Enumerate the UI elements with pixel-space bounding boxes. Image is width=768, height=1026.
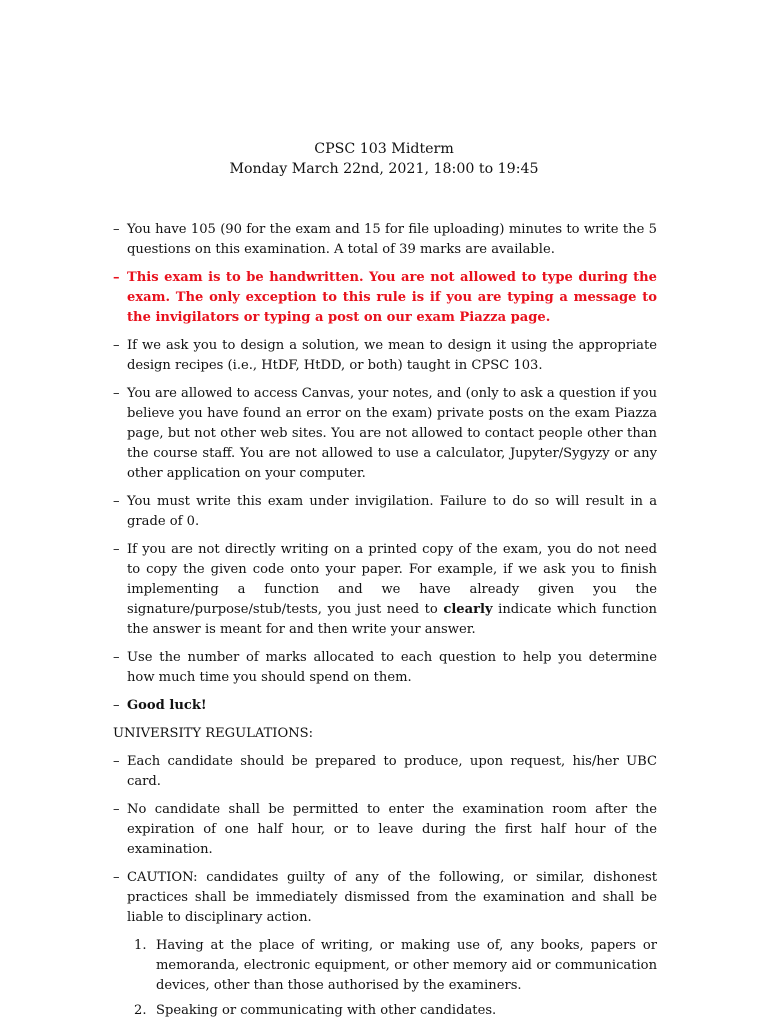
instruction-item [113,220,657,260]
bullet-dash: – [113,338,120,353]
instruction-item [113,336,657,376]
bullet-dash: – [113,222,120,237]
handwritten-warning [113,268,657,328]
bullet-dash: – [113,754,120,769]
regulation-item [113,868,657,928]
regulation-item [113,800,657,860]
bullet-dash: – [113,650,120,665]
regulation-item [113,752,657,792]
bullet-dash: – [113,870,120,885]
good-luck-text: Good luck! [127,698,207,713]
regulation-text: CAUTION: candidates guilty of any of the following, or similar, dishonest practices shall be immediately dismissed from the examination and shall be liable to disciplinary action. [127,870,657,925]
exam-date: Monday March 22nd, 2021, 18:00 to 19:45 [229,160,539,177]
emphasis-text: clearly [443,602,493,617]
regulations-heading: UNIVERSITY REGULATIONS: [113,726,314,741]
instruction-text: If you are not directly writing on a printed copy of the exam, you do not need to copy the given code onto your paper. For example, if we ask you to finish implementing a function and we have already given you the signature/purpose/stub/tests, you just need to [127,542,657,617]
instruction-text: This exam is to be handwritten. You are not allowed to type during the exam. The only exception to this rule is if you are typing a message to the invigilators or typing a post on our exam Piazza page. [127,270,657,325]
instruction-text: Use the number of marks allocated to each question to help you determine how much time you should spend on them. [127,650,657,685]
bullet-dash: – [113,494,120,509]
exam-header [0,140,768,179]
numbered-text: Having at the place of writing, or making use of, any books, papers or memoranda, electronic equipment, or other memory aid or communication devices, other than those authorised by the examiners. [156,938,657,993]
good-luck-item [113,696,657,716]
instruction-item [113,492,657,532]
bullet-dash: – [113,386,120,401]
numbered-text: Speaking or communicating with other candidates. [156,1003,497,1018]
bullet-dash: – [113,270,120,285]
numbered-regulation [129,936,657,996]
instruction-text: If we ask you to design a solution, we mean to design it using the appropriate design recipes (i.e., HtDF, HtDD, or both) taught in CPSC 103. [127,338,657,373]
regulation-text: Each candidate should be prepared to produce, upon request, his/her UBC card. [127,754,657,789]
exam-title: CPSC 103 Midterm [314,141,454,157]
bullet-dash: – [113,802,120,817]
instruction-text: indicate which function the answer is meant for and then write your answer. [127,602,657,637]
exam-instructions [113,220,657,1026]
instruction-item [113,540,657,640]
bullet-dash: – [113,698,120,713]
instruction-item [113,648,657,688]
instruction-text: You must write this exam under invigilation. Failure to do so will result in a grade of 0. [127,494,657,529]
bullet-dash: – [113,542,120,557]
item-number: 1. [134,938,147,953]
item-number: 2. [134,1003,147,1018]
instruction-text: You have 105 (90 for the exam and 15 for file uploading) minutes to write the 5 questions on this examination. A total of 39 marks are available. [127,222,657,257]
regulation-text: No candidate shall be permitted to enter the examination room after the expiration of one half hour, or to leave during the first half hour of the examination. [127,802,657,857]
instruction-item [113,384,657,484]
numbered-regulation [129,1001,657,1021]
instruction-text: You are allowed to access Canvas, your notes, and (only to ask a question if you believe you have found an error on the exam) private posts on the exam Piazza page, but not other web sites. You are not allowed to contact people other than the course staff. You are not allowed to use a calculator, Jupyter/Sygyzy or any other application on your computer. [127,386,657,481]
